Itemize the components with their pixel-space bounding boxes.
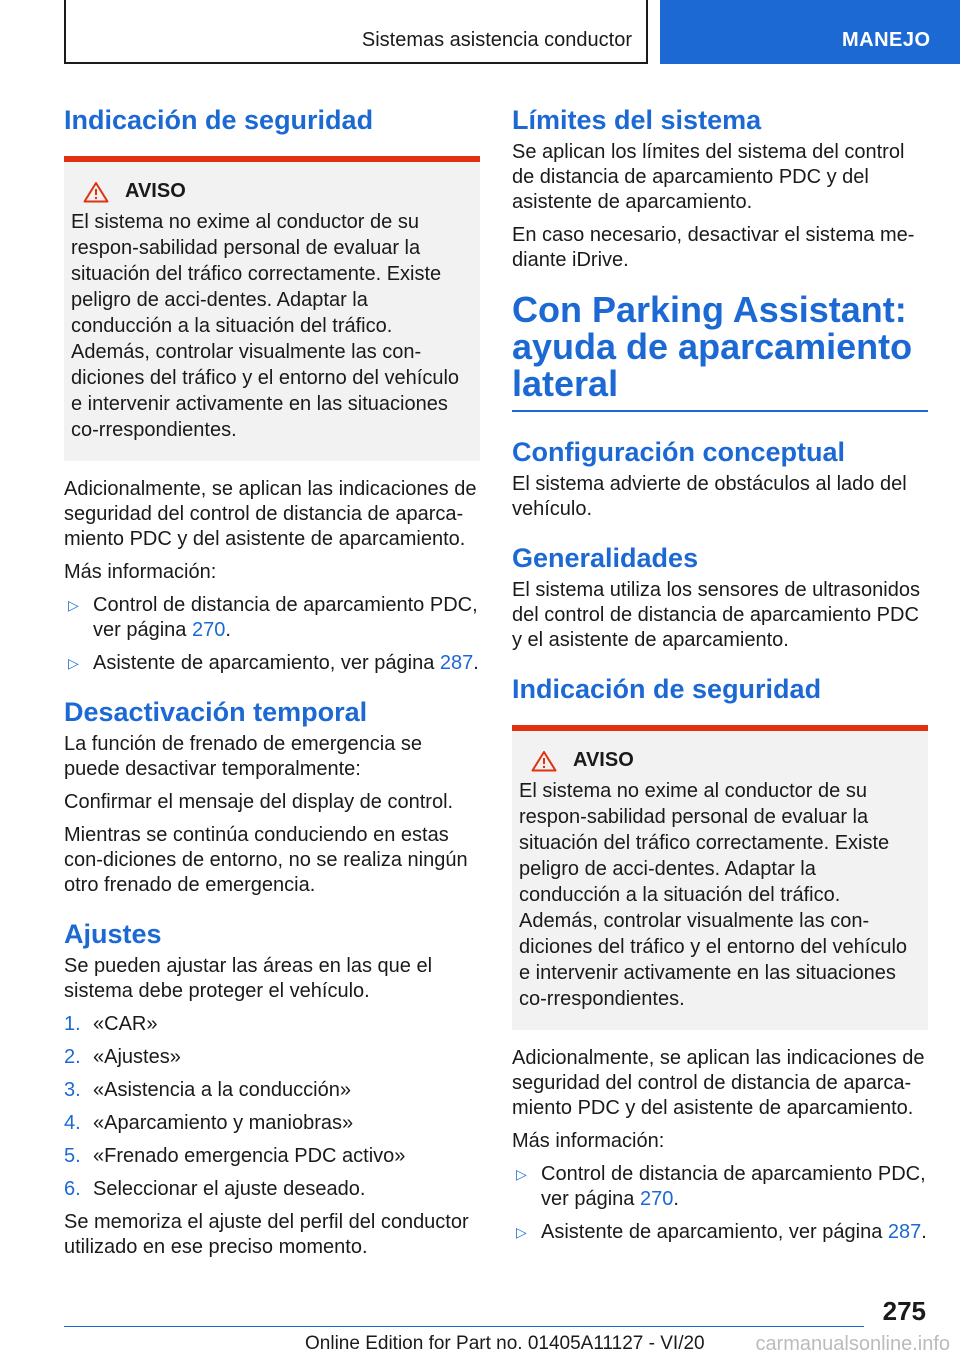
footer-divider — [64, 1326, 864, 1327]
header-section — [64, 0, 648, 64]
header-chapter-label: MANEJO — [842, 29, 931, 51]
warning-box — [64, 156, 480, 461]
safety-heading: Indicación de seguridad — [64, 105, 374, 135]
settings-heading: Ajustes — [64, 919, 162, 949]
step-text: «Frenado emergencia PDC activo» — [93, 1145, 406, 1167]
page-link[interactable]: 270 — [639, 1188, 674, 1210]
settings-text-2: Se memoriza el ajuste del perfil del conductor utilizado en ese preciso momento. — [64, 1211, 469, 1258]
list-item: ▷ Control de distancia de aparcamiento PDC, ver página 270. — [516, 1163, 926, 1210]
settings-steps — [64, 1012, 480, 1202]
limits-heading: Límites del sistema — [512, 105, 762, 135]
parking-assistant-heading: Con Parking Assistant: ayuda de aparcamiento lateral — [512, 291, 928, 412]
limits-text-1: Se aplican los límites del sistema del control de distancia de aparcamiento PDC y del asistente de aparcamiento. — [512, 141, 905, 213]
header-section-title: Sistemas asistencia conductor — [361, 29, 632, 51]
deactivation-text-1: La función de frenado de emergencia se puede desactivar temporalmente: — [64, 733, 423, 780]
general-heading: Generalidades — [512, 543, 699, 573]
general-text: El sistema utiliza los sensores de ultrasonidos del control de distancia de aparcamiento PDC y el asistente de aparcamiento. — [512, 579, 920, 651]
left-column — [64, 104, 480, 1268]
triangle-bullet-icon: ▷ — [516, 1166, 527, 1182]
step-number: 5. — [64, 1145, 81, 1167]
deactivation-text-3: Mientras se continúa conduciendo en estas con-diciones de entorno, no se realiza ningún otro frenado de emergencia. — [64, 824, 468, 896]
warning-triangle-icon — [531, 750, 557, 772]
deactivation-heading: Desactivación temporal — [64, 697, 368, 727]
warning-box — [512, 725, 928, 1030]
reference-text: Asistente de aparcamiento, ver página — [93, 652, 440, 674]
step-text: Seleccionar el ajuste deseado. — [93, 1178, 366, 1200]
list-item: ▷ Asistente de aparcamiento, ver página 287. — [516, 1221, 927, 1243]
triangle-bullet-icon: ▷ — [516, 1224, 527, 1240]
warning-title — [71, 180, 474, 203]
list-item — [64, 1144, 480, 1169]
step-number: 1. — [64, 1013, 81, 1035]
step-text: «Ajustes» — [93, 1046, 181, 1068]
more-info-label: Más información: — [512, 1130, 665, 1152]
list-item — [64, 1012, 480, 1037]
warning-title — [519, 749, 922, 772]
header-chapter-tab[interactable] — [660, 0, 960, 64]
concept-text: El sistema advierte de obstáculos al lado del vehículo. — [512, 473, 907, 520]
reference-list — [512, 1162, 928, 1245]
warning-text: El sistema no exime al conductor de su respon-sabilidad personal de evaluar la situación del tráfico correctamente. Existe peligro de acci-dentes. Adaptar la conducción a la situación del tráfico. Además, controlar visualmente las con-diciones del tráfico y el entorno del vehículo e intervenir activamente en las situaciones co-rrespondientes. — [519, 780, 908, 1010]
page-link[interactable]: 270 — [191, 619, 226, 641]
step-text: «Asistencia a la conducción» — [93, 1079, 351, 1101]
watermark: carmanualsonline.info — [755, 1333, 950, 1355]
limits-text-2: En caso necesario, desactivar el sistema me-diante iDrive. — [512, 224, 915, 271]
page-link[interactable]: 287 — [887, 1221, 922, 1243]
additional-text: Adicionalmente, se aplican las indicaciones de seguridad del control de distancia de aparca-miento PDC y del asistente de aparcamiento. — [64, 478, 477, 550]
triangle-bullet-icon: ▷ — [68, 655, 79, 671]
step-number: 4. — [64, 1112, 81, 1134]
warning-text: El sistema no exime al conductor de su respon-sabilidad personal de evaluar la situación del tráfico correctamente. Existe peligro de acci-dentes. Adaptar la conducción a la situación del tráfico. Además, controlar visualmente las con-diciones del tráfico y el entorno del vehículo e intervenir activamente en las situaciones co-rrespondientes. — [71, 211, 460, 441]
step-number: 6. — [64, 1178, 81, 1200]
additional-text: Adicionalmente, se aplican las indicaciones de seguridad del control de distancia de aparca-miento PDC y del asistente de aparcamiento. — [512, 1047, 925, 1119]
step-number: 3. — [64, 1079, 81, 1101]
list-item: ▷ Asistente de aparcamiento, ver página 287. — [68, 652, 479, 674]
reference-list — [64, 593, 480, 676]
list-item: ▷ Control de distancia de aparcamiento PDC, ver página 270. — [68, 594, 478, 641]
right-column — [512, 104, 928, 1253]
reference-text: Control de distancia de aparcamiento PDC, ver página — [93, 594, 478, 641]
warning-label: AVISO — [125, 180, 186, 202]
reference-text: Control de distancia de aparcamiento PDC, ver página — [541, 1163, 926, 1210]
list-item — [64, 1177, 480, 1202]
list-item — [64, 1078, 480, 1103]
edition-text: Online Edition for Part no. 01405A11127 - VI/20 — [305, 1333, 705, 1354]
page-link[interactable]: 287 — [439, 652, 474, 674]
concept-heading: Configuración conceptual — [512, 437, 846, 467]
triangle-bullet-icon: ▷ — [68, 597, 79, 613]
warning-label: AVISO — [573, 749, 634, 771]
safety-heading: Indicación de seguridad — [512, 674, 822, 704]
list-item — [64, 1111, 480, 1136]
deactivation-text-2: Confirmar el mensaje del display de control. — [64, 791, 454, 813]
step-text: «CAR» — [93, 1013, 158, 1035]
step-text: «Aparcamiento y maniobras» — [93, 1112, 354, 1134]
list-item — [64, 1045, 480, 1070]
more-info-label: Más información: — [64, 561, 217, 583]
settings-text-1: Se pueden ajustar las áreas en las que el sistema debe proteger el vehículo. — [64, 955, 433, 1002]
step-number: 2. — [64, 1046, 81, 1068]
reference-text: Asistente de aparcamiento, ver página — [541, 1221, 888, 1243]
page-number: 275 — [882, 1296, 926, 1326]
warning-triangle-icon — [83, 181, 109, 203]
